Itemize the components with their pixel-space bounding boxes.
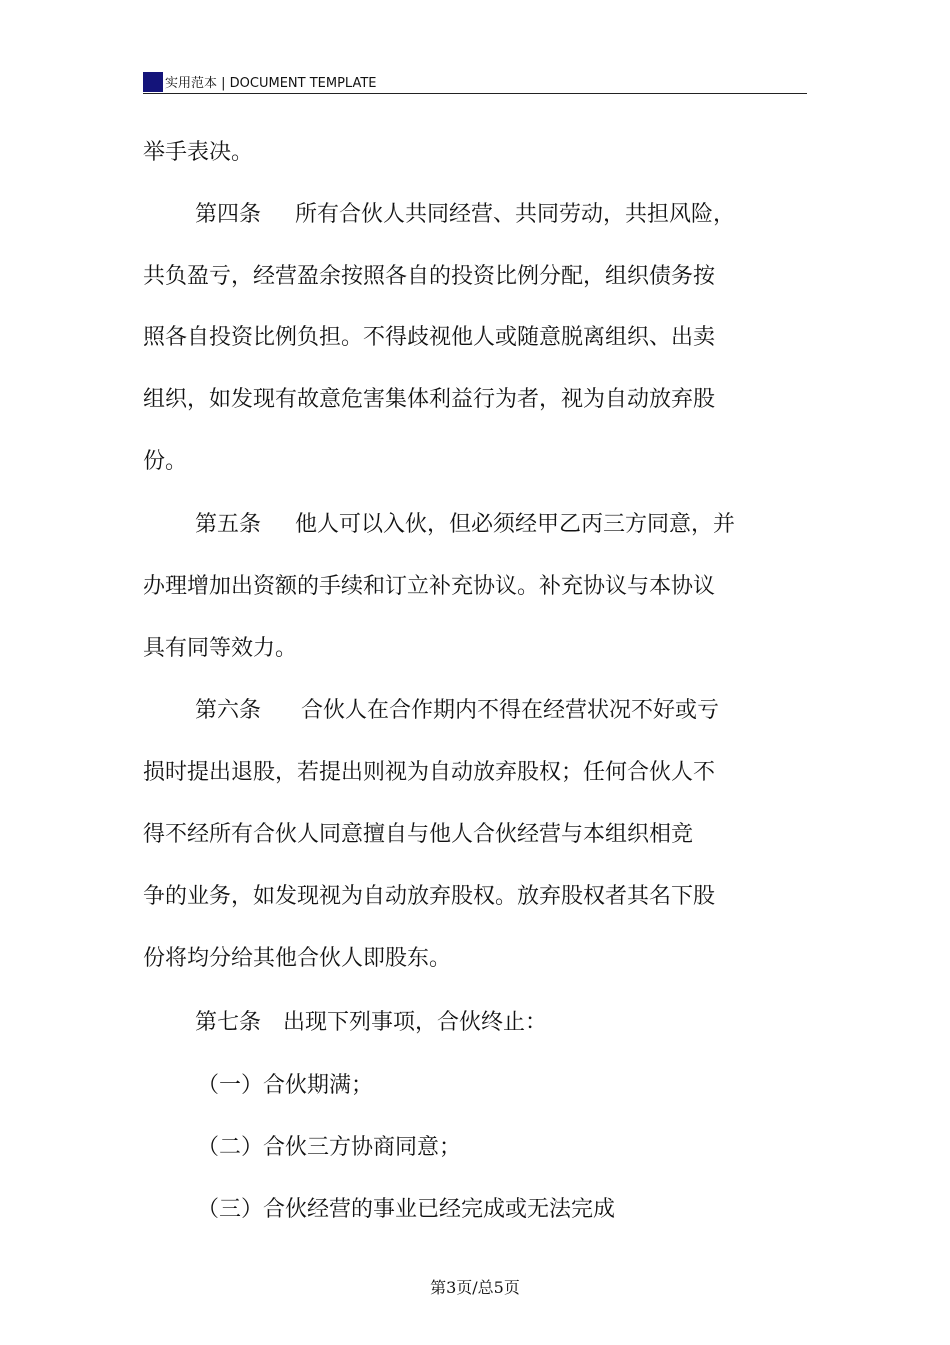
article-number: 第七条 bbox=[195, 1010, 262, 1035]
text-line: 组织，如发现有故意危害集体利益行为者，视为自动放弃股 bbox=[143, 387, 716, 412]
header-title: 实用范本 | DOCUMENT TEMPLATE bbox=[165, 76, 377, 91]
article-number: 第五条 bbox=[195, 512, 262, 537]
text-line: 办理增加出资额的手续和订立补充协议。补充协议与本协议 bbox=[143, 574, 716, 599]
article-text: 合伙人在合作期内不得在经营状况不好或亏 bbox=[301, 698, 720, 723]
text-line: 得不经所有合伙人同意擅自与他人合伙经营与本组织相竞 bbox=[143, 822, 694, 847]
article-6 bbox=[195, 693, 719, 724]
text-line: 照各自投资比例负担。不得歧视他人或随意脱离组织、出卖 bbox=[143, 325, 716, 350]
list-item: （二）合伙三方协商同意； bbox=[197, 1135, 462, 1160]
article-4 bbox=[195, 197, 735, 228]
text-line: 份将均分给其他合伙人即股东。 bbox=[143, 946, 452, 971]
text-line: 举手表决。 bbox=[143, 140, 254, 165]
text-line: 损时提出退股，若提出则视为自动放弃股权；任何合伙人不 bbox=[143, 760, 716, 785]
article-7 bbox=[195, 1005, 547, 1036]
list-item: （一）合伙期满； bbox=[197, 1073, 374, 1098]
page-header bbox=[143, 68, 807, 94]
text-line: 份。 bbox=[143, 449, 188, 474]
article-number: 第四条 bbox=[195, 202, 262, 227]
article-text: 出现下列事项，合伙终止： bbox=[283, 1010, 548, 1035]
text-line: 争的业务，如发现视为自动放弃股权。放弃股权者其名下股 bbox=[143, 884, 716, 909]
article-text: 所有合伙人共同经营、共同劳动，共担风险， bbox=[295, 202, 736, 227]
text-line: 具有同等效力。 bbox=[143, 636, 298, 661]
article-text: 他人可以入伙，但必须经甲乙丙三方同意，并 bbox=[295, 512, 736, 537]
article-number: 第六条 bbox=[195, 698, 262, 723]
list-item: （三）合伙经营的事业已经完成或无法完成 bbox=[197, 1197, 616, 1222]
article-5 bbox=[195, 507, 735, 538]
header-rule bbox=[143, 93, 807, 94]
text-line: 共负盈亏，经营盈余按照各自的投资比例分配，组织债务按 bbox=[143, 264, 716, 289]
page-number: 第3页/总5页 bbox=[430, 1278, 520, 1297]
header-logo-square bbox=[143, 72, 163, 92]
